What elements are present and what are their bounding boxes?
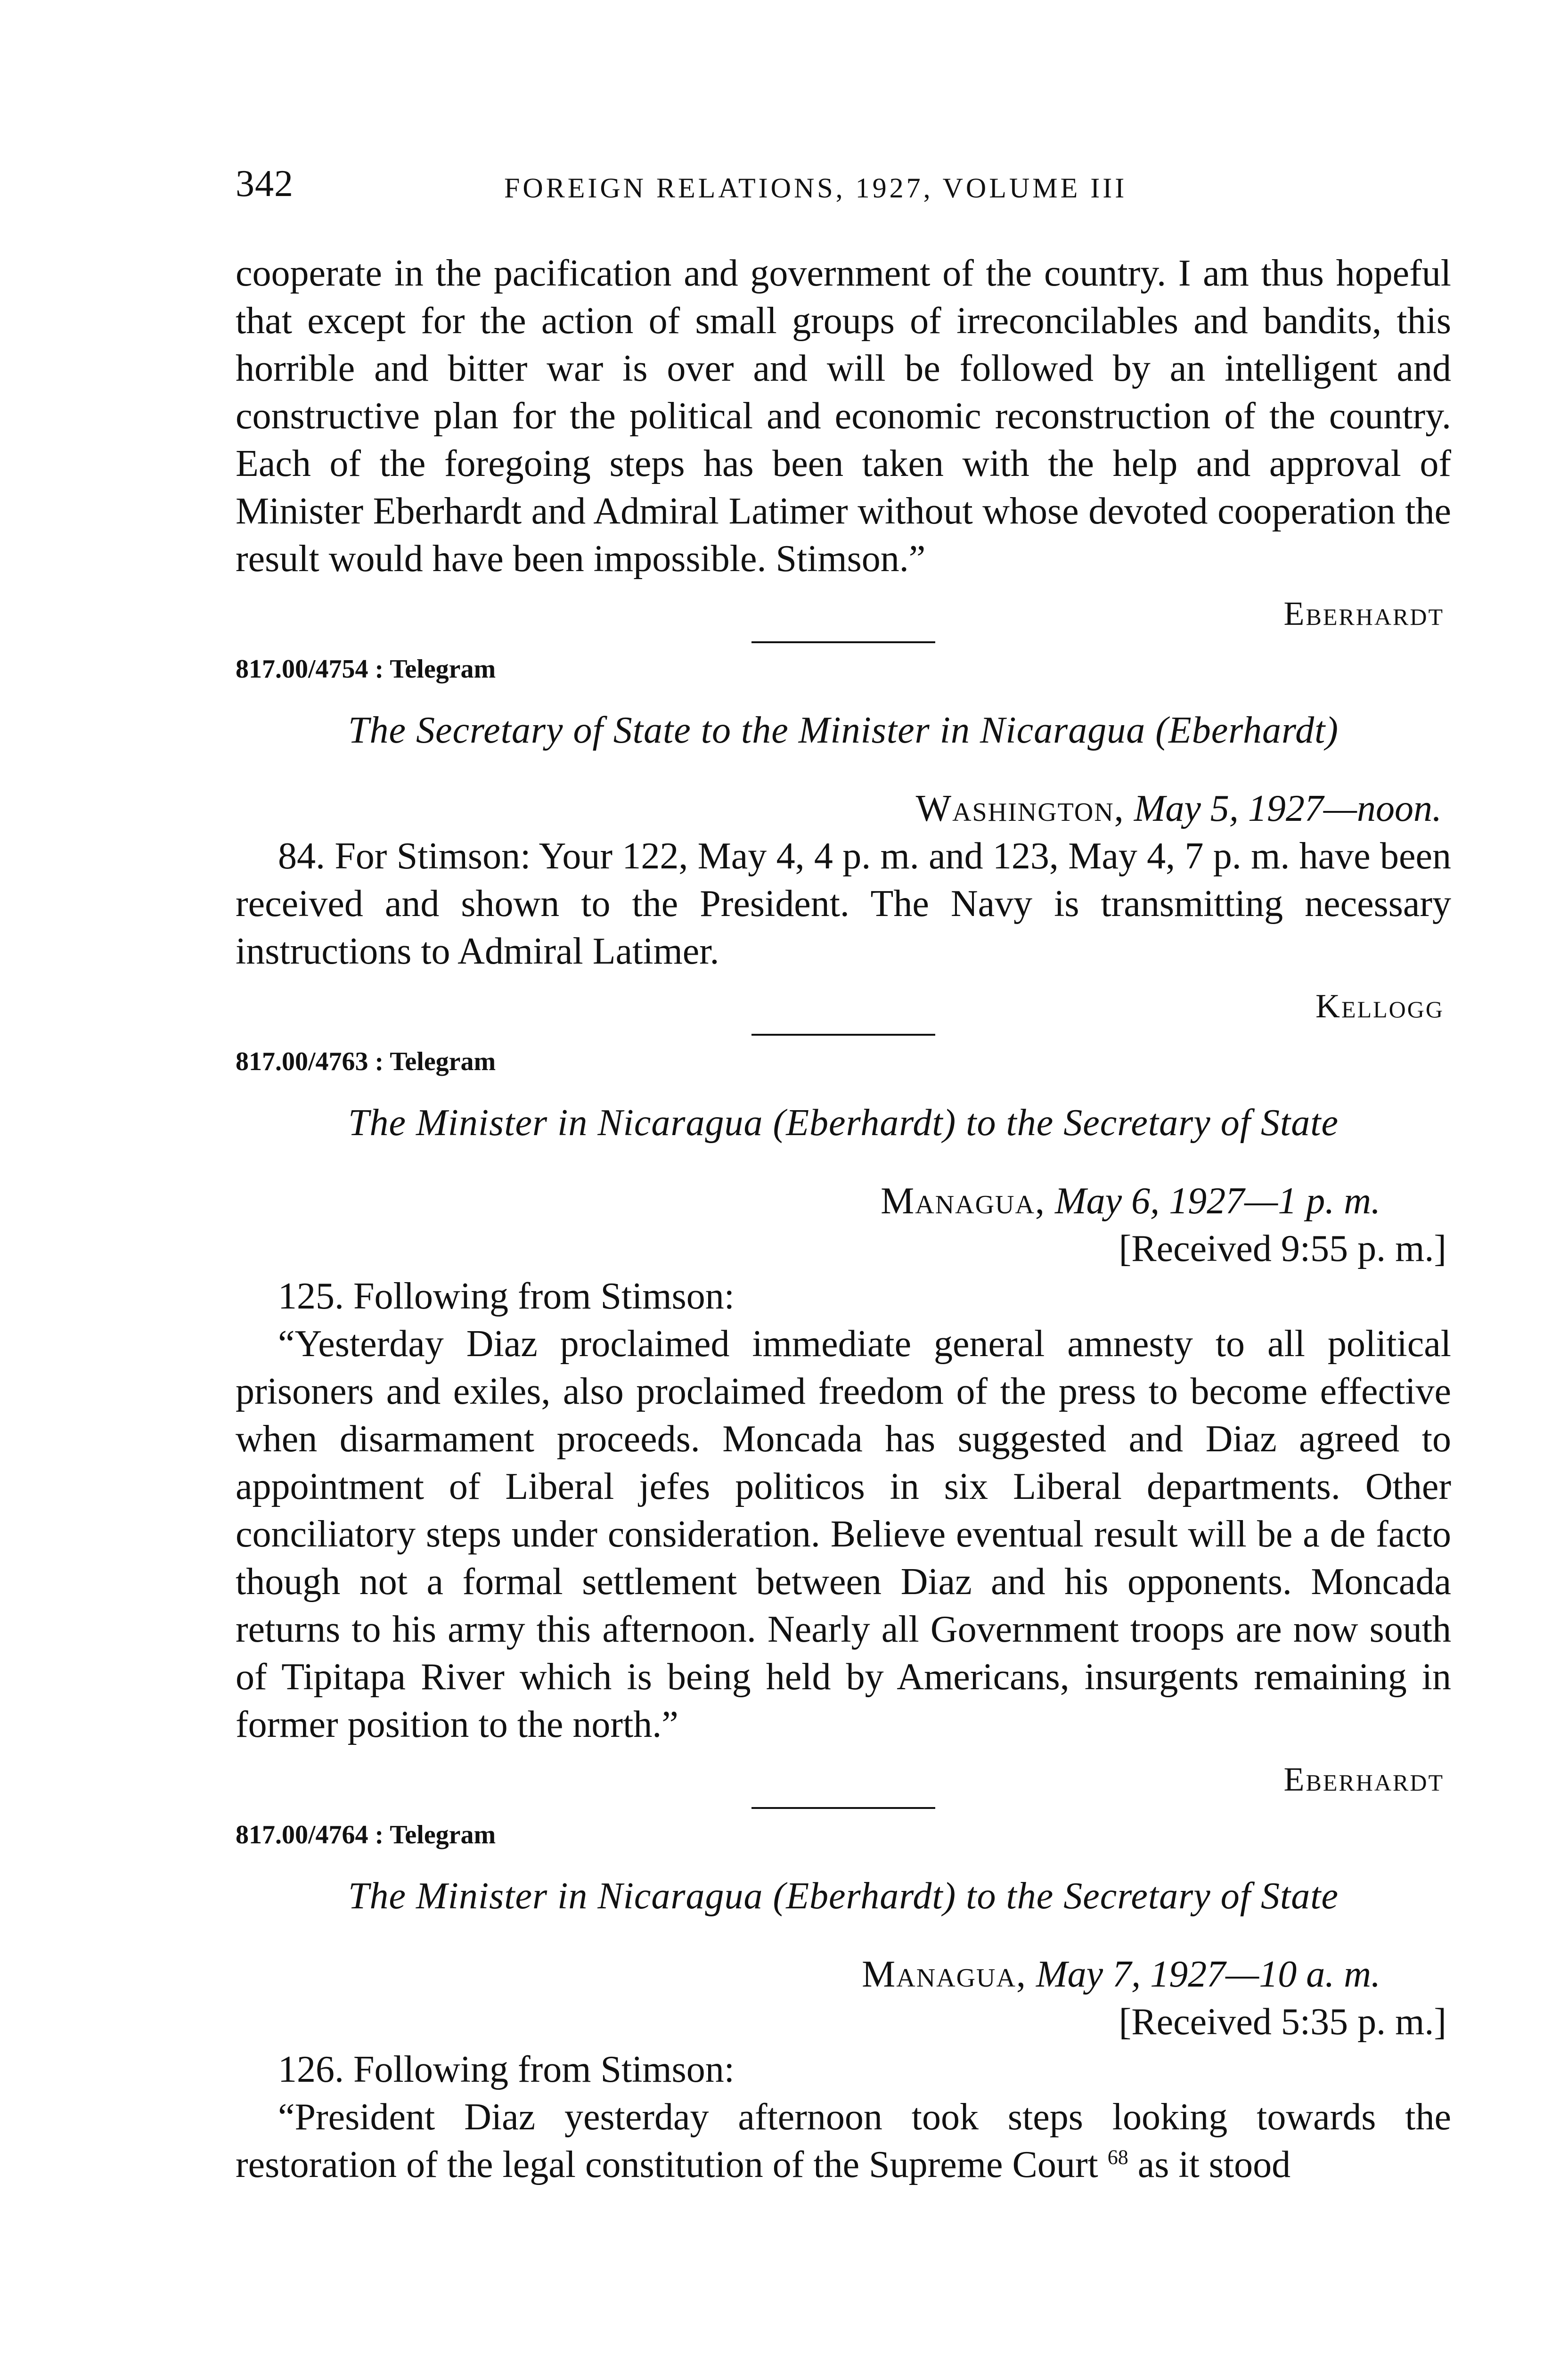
document-reference: 817.00/4763 : Telegram	[236, 1047, 496, 1076]
document-signature: Kellogg	[1315, 987, 1444, 1025]
document-title: The Secretary of State to the Minister in Nicaragua (Eberhardt)	[348, 710, 1339, 751]
document-reference: 817.00/4754 : Telegram	[236, 654, 496, 684]
dateline	[236, 1178, 1380, 1225]
running-head: FOREIGN RELATIONS, 1927, VOLUME III	[504, 172, 1127, 204]
section-divider	[751, 1807, 935, 1809]
document-1	[236, 650, 1451, 1036]
continuation-paragraph: cooperate in the pacification and government of the country. I am thus hopeful that except for the action of small groups of irreconcilables and bandits, this horrible and bitter war is over and will be followed by an intelligent and constructive plan for the political and economic reconstruction of the country. Each of the foregoing steps has been taken with the help and approval of Minister Eberhardt and Admiral Latimer without whose devoted cooperation the result would have been impossible. Stimson.”	[236, 253, 1451, 580]
dateline	[236, 1951, 1380, 1998]
dateline-place: Washington,	[915, 788, 1125, 829]
section-divider	[751, 641, 935, 643]
section-divider	[751, 1034, 935, 1036]
dateline-date: May 5, 1927—noon.	[1134, 788, 1442, 829]
document-title: The Minister in Nicaragua (Eberhardt) to the Secretary of State	[348, 1875, 1339, 1917]
received-time: [Received 9:55 p. m.]	[1119, 1228, 1446, 1269]
dateline-date: May 7, 1927—10 a. m.	[1036, 1954, 1380, 1995]
page-header	[236, 163, 1310, 210]
telegram-paragraph-continued	[236, 2094, 1451, 2189]
telegram-trailing-text: as it stood	[1128, 2144, 1291, 2185]
dateline	[236, 785, 1442, 833]
telegram-paragraph: “Yesterday Diaz proclaimed immediate general amnesty to all political prisoners and exiles, also proclaimed freedom of the press to become effective when disarmament proceeds. Moncada has suggested and Diaz agreed to appointment of Liberal jefes politicos in six Liberal departments. Other conciliatory steps under consideration. Believe eventual result will be a de facto though not a formal settlement between Diaz and his opponents. Moncada returns to his army this afternoon. Nearly all Government troops are now south of Tipitapa River which is being held by Americans, insurgents remaining in former position to the north.”	[236, 1323, 1451, 1745]
document-signature: Eberhardt	[1283, 1760, 1444, 1798]
telegram-text: “President Diaz yesterday afternoon took steps looking towards the restoration of the legal constitution of the Supreme Court	[236, 2096, 1451, 2185]
telegram-paragraph: 84. For Stimson: Your 122, May 4, 4 p. m. and 123, May 4, 7 p. m. have been received and shown to the President. The Navy is transmitting necessary instructions to Admiral Latimer.	[236, 835, 1451, 972]
document-title: The Minister in Nicaragua (Eberhardt) to the Secretary of State	[348, 1102, 1339, 1144]
document-2	[236, 1043, 1451, 1809]
page-number: 342	[236, 163, 294, 205]
footnote-reference: 68	[1107, 2145, 1128, 2169]
dateline-place: Managua,	[881, 1180, 1045, 1222]
page-body	[236, 250, 1451, 2189]
continuation-signature: Eberhardt	[1283, 595, 1444, 632]
telegram-paragraph: 125. Following from Stimson:	[278, 1276, 735, 1317]
telegram-paragraph: 126. Following from Stimson:	[278, 2049, 735, 2090]
document-3	[236, 1816, 1451, 2189]
received-time: [Received 5:35 p. m.]	[1119, 2001, 1446, 2043]
dateline-date: May 6, 1927—1 p. m.	[1054, 1180, 1380, 1222]
document-reference: 817.00/4764 : Telegram	[236, 1820, 496, 1849]
dateline-place: Managua,	[862, 1954, 1027, 1995]
